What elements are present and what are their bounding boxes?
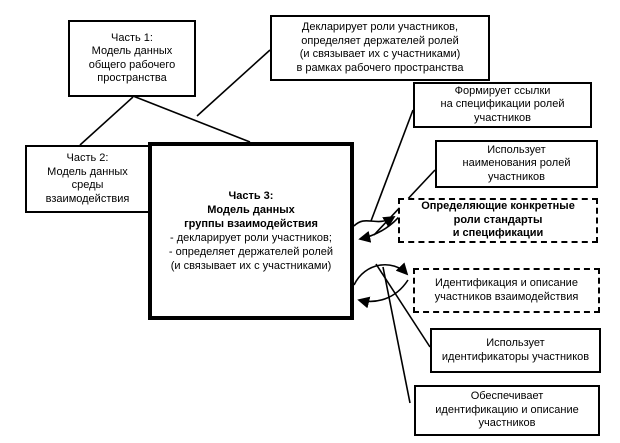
node-part3-title-line: Модель данных [207, 204, 295, 216]
node-part2-label-line: Часть 2: [66, 152, 109, 164]
node-part2-label-line: среды [71, 179, 104, 191]
node-provides-label-line: идентификацию и описание [435, 403, 579, 416]
node-uses-names [435, 140, 598, 188]
connector-identification-to-part3 [359, 280, 408, 301]
node-provides-label-line: Обеспечивает [470, 390, 544, 403]
connector-declares-callout [197, 50, 270, 116]
node-forms-links-label-line: Формирует ссылки [454, 84, 551, 97]
node-standards-label-line: роли стандарты [453, 213, 543, 226]
connector-provides-callout [383, 267, 410, 403]
node-identification [413, 268, 600, 313]
node-declares-label-line: (и связывает их с участниками) [299, 48, 461, 60]
node-uses-ids [430, 328, 601, 373]
node-declares-label-line: определяет держателей ролей [301, 34, 459, 47]
connector-part3-to-identification [354, 265, 407, 285]
node-part1-label-line: Часть 1: [111, 31, 153, 44]
node-part3-label-line: - декларирует роли участников; [170, 232, 332, 244]
node-part3-title-line: группы взаимодействия [184, 218, 318, 230]
node-part1-label-line: Модель данных [91, 45, 173, 57]
node-standards [398, 198, 598, 243]
node-forms-links [413, 82, 592, 128]
node-uses-names-label-line: участников [487, 170, 545, 183]
node-forms-links-label-line: участников [473, 111, 531, 124]
node-part2 [25, 145, 150, 213]
node-part1-label-line: пространства [97, 72, 167, 84]
node-part3-label-line: (и связывает их с участниками) [170, 260, 332, 272]
node-declares [270, 15, 490, 81]
node-part2-label-line: Модель данных [47, 165, 128, 178]
node-standards-label-line: Определяющие конкретные [421, 200, 575, 213]
node-uses-ids-label-line: идентификаторы участников [441, 350, 590, 363]
connector-part1-part2 [80, 97, 133, 145]
node-identification-label-line: Идентификация и описание [435, 277, 578, 289]
node-uses-names-label-line: Использует [487, 143, 546, 156]
node-part2-label-line: взаимодействия [45, 192, 130, 205]
node-part3 [148, 142, 354, 320]
node-provides [414, 385, 600, 436]
node-declares-label-line: в рамках рабочего пространства [296, 61, 464, 74]
node-standards-label-line: и спецификации [452, 227, 544, 240]
node-identification-label-line: участников взаимодействия [434, 290, 579, 303]
connector-part1-part3 [133, 96, 250, 142]
node-provides-label-line: участников [478, 417, 536, 430]
node-part1 [68, 20, 196, 97]
node-uses-ids-label-line: Использует [486, 337, 545, 349]
node-part3-title-line: Часть 3: [228, 190, 274, 202]
node-part1-label-line: общего рабочего [88, 58, 176, 71]
node-forms-links-label-line: на спецификации ролей [440, 98, 565, 111]
node-declares-label-line: Декларирует роли участников, [301, 21, 459, 33]
node-part3-label-line: - определяет держателей ролей [168, 246, 334, 258]
connector-part3-to-standards [354, 217, 394, 226]
node-uses-names-label-line: наименования ролей [462, 157, 571, 170]
